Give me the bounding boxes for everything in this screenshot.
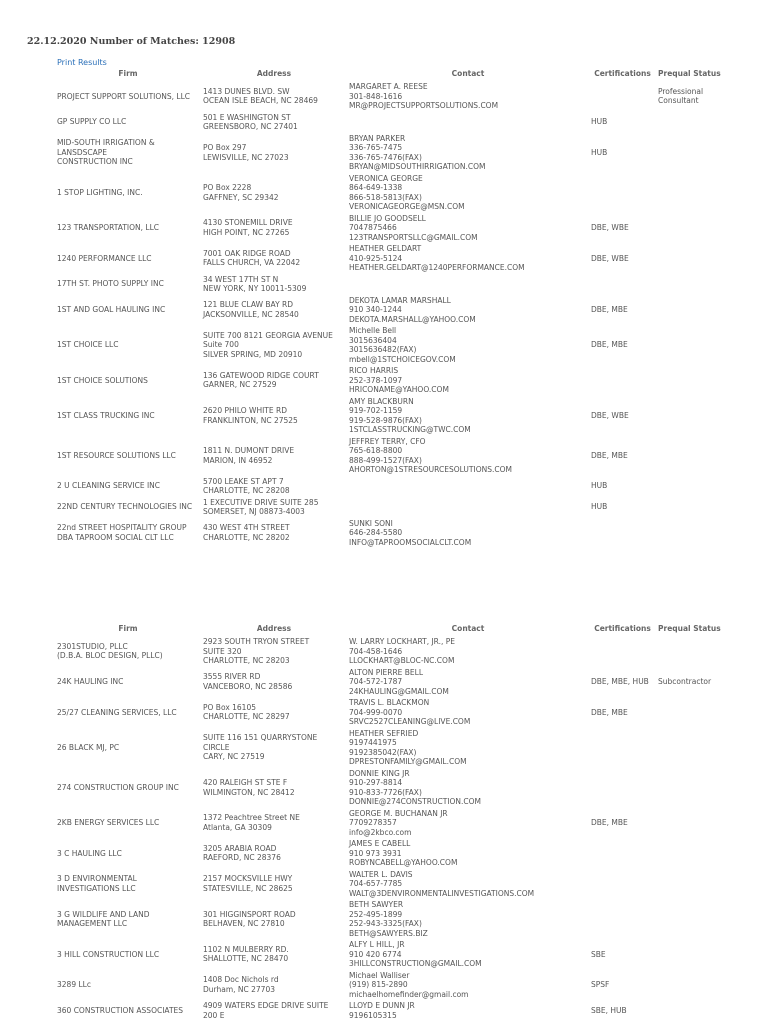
table-body xyxy=(55,636,735,1021)
table-row xyxy=(55,869,735,900)
contact-cell: ALFY L HILL, JR 910 420 6774 3HILLCONSTRUCTION@GMAIL.COM xyxy=(349,940,482,968)
contact-cell: BRYAN PARKER 336-765-7475 336-765-7476(FAX) BRYAN@MIDSOUTHIRRIGATION.COM xyxy=(349,133,486,171)
table-row xyxy=(55,476,735,497)
firm-cell: MID-SOUTH IRRIGATION & LANSDSCAPE CONSTRUCTION INC xyxy=(57,138,155,167)
contact-cell: BILLIE JO GOODSELL 7047875466 123TRANSPORTSLLC@GMAIL.COM xyxy=(349,213,478,242)
contact-cell: TRAVIS L. BLACKMON 704-999-0070 SRVC2527CLEANING@LIVE.COM xyxy=(349,698,471,726)
certifications-cell: DBE, MBE xyxy=(591,305,628,314)
contact-cell: GEORGE M. BUCHANAN JR 7709278357 info@2kbco.com xyxy=(349,808,448,837)
firm-cell: 2301STUDIO, PLLC (D.B.A. BLOC DESIGN, PLLC) xyxy=(57,641,163,661)
address-cell: 3555 RIVER RD VANCEBORO, NC 28586 xyxy=(203,672,293,691)
firm-cell: 24K HAULING INC xyxy=(57,677,124,686)
address-cell: 5700 LEAKE ST APT 7 CHARLOTTE, NC 28208 xyxy=(203,476,290,495)
certifications-cell xyxy=(589,636,656,667)
certifications-cell: HUB xyxy=(591,481,608,491)
contact-cell: BETH SAWYER 252-495-1899 252-943-3325(FAX) BETH@SAWYERS.BIZ xyxy=(349,900,428,938)
contact-cell: Michael Walliser (919) 815-2890 michaelhomefinder@gmail.com xyxy=(349,970,469,999)
prequal-status-cell: Professional Consultant xyxy=(658,86,704,106)
certifications-cell: DBE, MBE, HUB xyxy=(591,677,649,686)
address-cell: SUITE 116 151 QUARRYSTONE CIRCLE CARY, NC 27519 xyxy=(203,733,318,762)
table-row xyxy=(55,939,735,970)
address-cell: 1102 N MULBERRY RD. SHALLOTTE, NC 28470 xyxy=(203,944,289,964)
firm-cell: 17TH ST. PHOTO SUPPLY INC xyxy=(57,279,164,289)
address-cell: SUITE 700 8121 GEORGIA AVENUE Suite 700 SILVER SPRING, MD 20910 xyxy=(203,330,333,359)
contact-cell: WALTER L. DAVIS 704-657-7785 WALT@3DENVIRONMENTALINVESTIGATIONS.COM xyxy=(349,869,535,898)
prequal-status-cell xyxy=(656,768,735,808)
firm-cell: 1240 PERFORMANCE LLC xyxy=(57,253,152,263)
firm-cell: 1ST CHOICE LLC xyxy=(57,340,119,350)
table-row xyxy=(55,899,735,939)
certifications-cell: DBE, MBE xyxy=(591,818,628,827)
contact-cell xyxy=(347,112,589,133)
column-header-address: Address xyxy=(256,623,292,633)
address-cell: 34 WEST 17TH ST N NEW YORK, NY 10011-5309 xyxy=(203,274,307,293)
contact-cell: SUNKI SONI 646-284-5580 INFO@TAPROOMSOCIALCLT.COM xyxy=(349,518,472,547)
certifications-cell: SBE, HUB xyxy=(591,1005,627,1015)
certifications-cell: DBE, MBE xyxy=(591,340,628,350)
certifications-cell: SPSF xyxy=(591,980,610,989)
address-cell: 1 EXECUTIVE DRIVE SUITE 285 SOMERSET, NJ 08873-4003 xyxy=(203,497,319,516)
contact-cell: AMY BLACKBURN 919-702-1159 919-528-9876(FAX) 1STCLASSTRUCKING@TWC.COM xyxy=(349,396,471,434)
table-row xyxy=(55,768,735,808)
contact-cell xyxy=(347,476,589,497)
results-table-1 xyxy=(55,68,735,548)
address-cell: 301 HIGGINSPORT ROAD BELHAVEN, NC 27810 xyxy=(203,909,296,928)
column-header-contact: Contact xyxy=(451,623,485,633)
firm-cell: 3 C HAULING LLC xyxy=(57,848,122,858)
contact-cell: LLOYD E DUNN JR 9196105315 xyxy=(349,1001,415,1020)
certifications-cell xyxy=(589,365,656,396)
address-cell: 121 BLUE CLAW BAY RD JACKSONVILLE, NC 28540 xyxy=(203,300,299,319)
contact-cell: MARGARET A. REESE 301-848-1616 MR@PROJECTSUPPORTSOLUTIONS.COM xyxy=(349,82,499,110)
address-cell: PO Box 16105 CHARLOTTE, NC 28297 xyxy=(203,702,290,722)
certifications-cell: HUB xyxy=(591,502,608,512)
address-cell: 1408 Doc Nichols rd Durham, NC 27703 xyxy=(203,975,279,994)
table-row xyxy=(55,497,735,518)
prequal-status-cell xyxy=(656,325,735,365)
table-row xyxy=(55,295,735,326)
prequal-status-cell: Subcontractor xyxy=(658,677,712,686)
prequal-status-cell xyxy=(656,697,735,728)
prequal-status-cell xyxy=(656,476,735,497)
firm-cell: 3 HILL CONSTRUCTION LLC xyxy=(57,949,160,959)
address-cell: 501 E WASHINGTON ST GREENSBORO, NC 27401 xyxy=(203,112,298,131)
firm-cell: 3 G WILDLIFE AND LAND MANAGEMENT LLC xyxy=(57,909,150,928)
certifications-cell xyxy=(589,899,656,939)
prequal-status-cell xyxy=(656,939,735,970)
prequal-status-cell xyxy=(656,636,735,667)
certifications-cell: DBE, WBE xyxy=(591,410,629,420)
firm-cell: 1ST CHOICE SOLUTIONS xyxy=(57,375,148,385)
certifications-cell xyxy=(589,274,656,295)
certifications-cell xyxy=(589,869,656,900)
contact-cell: JEFFREY TERRY, CFO 765-618-8800 888-499-1527(FAX) AHORTON@1STRESOURCESOLUTIONS.COM xyxy=(349,436,512,474)
address-cell: 136 GATEWOOD RIDGE COURT GARNER, NC 27529 xyxy=(203,370,319,390)
prequal-status-cell xyxy=(656,869,735,900)
print-results-link[interactable]: Print Results xyxy=(57,58,107,67)
table-row xyxy=(55,636,735,667)
certifications-cell xyxy=(589,728,656,768)
firm-cell: 1ST RESOURCE SOLUTIONS LLC xyxy=(57,450,176,460)
table-row xyxy=(55,728,735,768)
table-row xyxy=(55,274,735,295)
table-row xyxy=(55,518,735,549)
address-cell: 4130 STONEMILL DRIVE HIGH POINT, NC 27265 xyxy=(203,218,293,237)
table-header-row xyxy=(55,68,735,81)
address-cell: PO Box 297 LEWISVILLE, NC 27023 xyxy=(203,143,289,162)
prequal-status-cell xyxy=(656,243,735,274)
address-cell: 4909 WATERS EDGE DRIVE SUITE 200 E xyxy=(203,1001,329,1020)
prequal-status-cell xyxy=(656,213,735,244)
column-header-prequal-status: Prequal Status xyxy=(658,623,721,633)
contact-cell: JAMES E CABELL 910 973 3931 ROBYNCABELL@YAHOO.COM xyxy=(349,839,458,867)
table-row xyxy=(55,325,735,365)
address-cell: 2620 PHILO WHITE RD FRANKLINTON, NC 27525 xyxy=(203,406,298,425)
contact-cell: RICO HARRIS 252-378-1097 HRICONAME@YAHOO.COM xyxy=(349,366,449,394)
firm-cell: 123 TRANSPORTATION, LLC xyxy=(57,223,159,232)
column-header-prequal-status: Prequal Status xyxy=(658,68,721,78)
table-row xyxy=(55,133,735,173)
prequal-status-cell xyxy=(656,396,735,436)
certifications-cell: HUB xyxy=(591,117,608,127)
prequal-status-cell xyxy=(656,1000,735,1021)
prequal-status-cell xyxy=(656,808,735,839)
prequal-status-cell xyxy=(656,838,735,869)
firm-cell: 274 CONSTRUCTION GROUP INC xyxy=(57,782,179,792)
table-row xyxy=(55,81,735,112)
table-row xyxy=(55,970,735,1001)
firm-cell: 1ST AND GOAL HAULING INC xyxy=(57,305,166,314)
results-table-2 xyxy=(55,623,735,1021)
firm-cell: 3 D ENVIRONMENTAL INVESTIGATIONS LLC xyxy=(57,874,137,893)
firm-cell: 2KB ENERGY SERVICES LLC xyxy=(57,818,160,827)
table-row xyxy=(55,213,735,244)
certifications-cell: DBE, WBE xyxy=(591,223,629,232)
firm-cell: 2 U CLEANING SERVICE INC xyxy=(57,481,161,491)
prequal-status-cell xyxy=(656,899,735,939)
prequal-status-cell xyxy=(656,728,735,768)
table-row xyxy=(55,808,735,839)
contact-cell: ALTON PIERRE BELL 704-572-1787 24KHAULING@GMAIL.COM xyxy=(349,667,449,696)
prequal-status-cell xyxy=(656,295,735,326)
firm-cell: 3289 LLc xyxy=(57,980,91,989)
prequal-status-cell xyxy=(656,133,735,173)
column-header-firm: Firm xyxy=(118,623,138,633)
contact-cell xyxy=(347,274,589,295)
firm-cell: GP SUPPLY CO LLC xyxy=(57,117,127,127)
certifications-cell xyxy=(589,768,656,808)
certifications-cell: HUB xyxy=(591,147,608,157)
certifications-cell: DBE, MBE xyxy=(591,707,628,717)
address-cell: 420 RALEIGH ST STE F WILMINGTON, NC 28412 xyxy=(203,778,295,797)
address-cell: 430 WEST 4TH STREET CHARLOTTE, NC 28202 xyxy=(203,523,290,542)
firm-cell: 25/27 CLEANING SERVICES, LLC xyxy=(57,707,177,717)
firm-cell: 22ND CENTURY TECHNOLOGIES INC xyxy=(57,502,193,512)
firm-cell: 26 BLACK MJ, PC xyxy=(57,742,120,752)
contact-cell: HEATHER GELDART 410-925-5124 HEATHER.GELDART@1240PERFORMANCE.COM xyxy=(349,244,525,272)
column-header-certifications: Certifications xyxy=(594,68,651,78)
certifications-cell xyxy=(589,81,656,112)
firm-cell: PROJECT SUPPORT SOLUTIONS, LLC xyxy=(57,91,191,101)
page-title: 22.12.2020 Number of Matches: 12908 xyxy=(27,36,236,47)
address-cell: 2157 MOCKSVILLE HWY STATESVILLE, NC 28625 xyxy=(203,874,293,893)
prequal-status-cell xyxy=(656,497,735,518)
contact-cell: W. LARRY LOCKHART, JR., PE 704-458-1646 LLOCKHART@BLOC-NC.COM xyxy=(349,637,456,665)
table-row xyxy=(55,365,735,396)
certifications-cell xyxy=(589,838,656,869)
table-row xyxy=(55,697,735,728)
prequal-status-cell xyxy=(656,365,735,396)
firm-cell: 22nd STREET HOSPITALITY GROUP DBA TAPROOM SOCIAL CLT LLC xyxy=(57,523,187,542)
contact-cell: DEKOTA LAMAR MARSHALL 910 340-1244 DEKOTA.MARSHALL@YAHOO.COM xyxy=(349,295,476,324)
table-row xyxy=(55,838,735,869)
table-header-row xyxy=(55,623,735,636)
contact-cell: DONNIE KING JR 910-297-8814 910-833-7726(FAX) DONNIE@274CONSTRUCTION.COM xyxy=(349,768,481,806)
address-cell: PO Box 2228 GAFFNEY, SC 29342 xyxy=(203,183,279,202)
contact-cell: Michelle Bell 3015636404 3015636482(FAX) mbell@1STCHOICEGOV.COM xyxy=(349,326,456,364)
table-row xyxy=(55,112,735,133)
address-cell: 1811 N. DUMONT DRIVE MARION, IN 46952 xyxy=(203,446,295,465)
column-header-certifications: Certifications xyxy=(594,623,651,633)
table-row xyxy=(55,436,735,476)
contact-cell xyxy=(347,497,589,518)
firm-cell: 360 CONSTRUCTION ASSOCIATES xyxy=(57,1005,184,1015)
column-header-firm: Firm xyxy=(118,68,138,78)
column-header-contact: Contact xyxy=(451,68,485,78)
table-row xyxy=(55,1000,735,1021)
address-cell: 2923 SOUTH TRYON STREET SUITE 320 CHARLOTTE, NC 28203 xyxy=(203,637,310,665)
certifications-cell xyxy=(589,518,656,549)
address-cell: 1413 DUNES BLVD. SW OCEAN ISLE BEACH, NC 28469 xyxy=(203,86,318,106)
firm-cell: 1ST CLASS TRUCKING INC xyxy=(57,410,155,420)
prequal-status-cell xyxy=(656,436,735,476)
column-header-address: Address xyxy=(256,68,292,78)
certifications-cell: DBE, WBE xyxy=(591,253,629,263)
table-row xyxy=(55,173,735,213)
address-cell: 3205 ARABIA ROAD RAEFORD, NC 28376 xyxy=(203,843,281,863)
table-row xyxy=(55,667,735,698)
contact-cell: VERONICA GEORGE 864-649-1338 866-518-5813(FAX) VERONICAGEORGE@MSN.COM xyxy=(349,173,465,211)
firm-cell: 1 STOP LIGHTING, INC. xyxy=(57,187,143,197)
prequal-status-cell xyxy=(656,112,735,133)
address-cell: 1372 Peachtree Street NE Atlanta, GA 30309 xyxy=(203,813,300,832)
prequal-status-cell xyxy=(656,173,735,213)
certifications-cell: DBE, MBE xyxy=(591,450,628,460)
contact-cell: HEATHER SEFRIED 9197441975 9192385042(FAX) DPRESTONFAMILY@GMAIL.COM xyxy=(349,728,467,766)
address-cell: 7001 OAK RIDGE ROAD FALLS CHURCH, VA 22042 xyxy=(203,248,301,268)
table-body xyxy=(55,81,735,548)
certifications-cell: SBE xyxy=(591,949,606,959)
table-row xyxy=(55,396,735,436)
prequal-status-cell xyxy=(656,274,735,295)
prequal-status-cell xyxy=(656,970,735,1001)
prequal-status-cell xyxy=(656,518,735,549)
table-row xyxy=(55,243,735,274)
certifications-cell xyxy=(589,173,656,213)
